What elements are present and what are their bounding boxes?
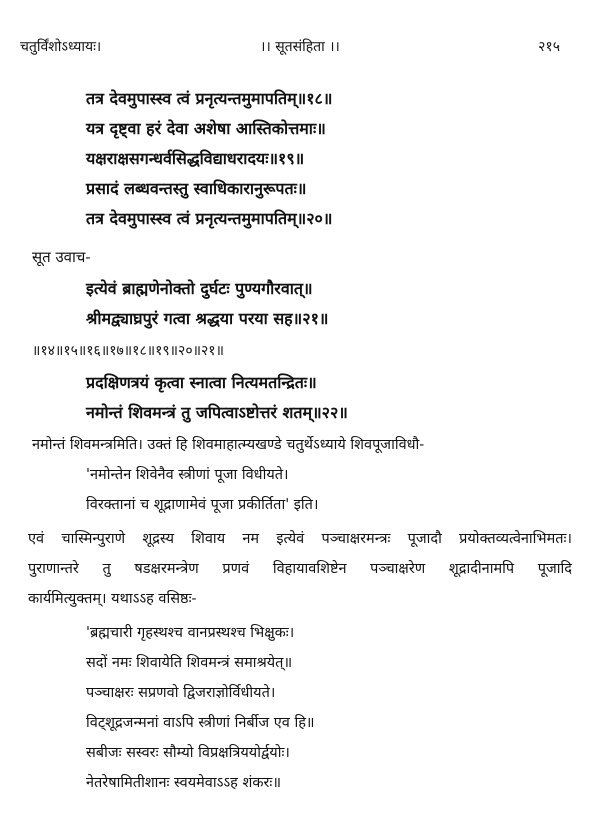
verse-line: नमोन्तं शिवमन्त्रं तु जपित्वाऽष्टोत्तरं शतम्॥२२॥	[86, 403, 348, 422]
verse-numbers: ॥१४॥१५॥१६॥१७॥१८॥१९॥२०॥२१॥	[32, 343, 224, 359]
verse-line: तत्र देवमुपास्स्व त्वं प्रनृत्यन्तमुमापतिम्॥२०॥	[86, 209, 333, 228]
commentary-paragraph: एवं चास्मिन्पुराणे शूद्रस्य शिवाय नम इत्येवं पञ्चाक्षरमन्त्रः पूजादौ प्रयोक्तव्यत्वेनाभिमतः।	[28, 531, 572, 547]
commentary-quote: विरक्तानां च शूद्राणामेवं पूजा प्रकीर्तिता' इति।	[86, 497, 319, 513]
commentary-lead: नमोन्तं शिवमन्त्रमिति। उक्तं हि शिवमाहात्म्यखण्डे चतुर्थेऽध्याये शिवपूजाविधौ-	[32, 437, 425, 453]
quoted-verse: 'ब्रह्मचारी गृहस्थश्च वानप्रस्थश्च भिक्षुकः।	[86, 625, 295, 641]
quoted-verse: विट्शूद्रजन्मनां वाऽपि स्त्रीणां निर्बीज एव हि॥	[86, 715, 315, 731]
running-header-chapter: चतुर्विंशोऽध्यायः।	[20, 39, 102, 55]
running-header-title: ।। सूतसंहिता ।।	[260, 39, 340, 55]
verse-line: इत्येवं ब्राह्मणेनोक्तो दुर्घटः पुण्यगौरवात्॥	[86, 279, 313, 298]
commentary-paragraph: पुराणान्तरे तु षडक्षरमन्त्रेण प्रणवं विहायावशिष्टेन पञ्चाक्षरेण शूद्रादीनामपि पूजादि	[28, 561, 572, 577]
quoted-verse: सबीजः सस्वरः सौम्यो विप्रक्षत्रिययोर्द्वयोः।	[86, 745, 290, 761]
quoted-verse: सदों नमः शिवायेति शिवमन्त्रं समाश्रयेत्॥	[86, 655, 293, 671]
verse-line: श्रीमद्व्याघ्रपुरं गत्वा श्रद्धया परया सह॥२१॥	[86, 309, 329, 328]
commentary-paragraph: कार्यमित्युक्तम्। यथाऽऽह वसिष्ठः-	[28, 591, 197, 607]
verse-line: यत्र दृष्ट्वा हरं देवा अशेषा आस्तिकोत्तमाः॥	[86, 119, 326, 138]
verse-line: तत्र देवमुपास्स्व त्वं प्रनृत्यन्तमुमापतिम्॥१८॥	[86, 89, 333, 108]
verse-line: यक्षराक्षसगन्धर्वसिद्धविद्याधरादयः॥१९॥	[86, 149, 305, 168]
commentary-quote: 'नमोन्तेन शिवेनैव स्त्रीणां पूजा विधीयते।	[86, 467, 289, 483]
quoted-verse: नेतरेषामितीशानः स्वयमेवाऽऽह शंकरः॥	[86, 775, 282, 791]
verse-line: प्रदक्षिणत्रयं कृत्वा स्नात्वा नित्यमतन्द्रितः॥	[86, 373, 317, 392]
page-number: २१५	[538, 39, 560, 55]
speaker-label: सूत उवाच-	[32, 248, 91, 266]
quoted-verse: पञ्चाक्षरः सप्रणवो द्विजराज्ञोर्विधीयते।	[86, 685, 276, 701]
verse-line: प्रसादं लब्धवन्तस्तु स्वाधिकारानुरूपतः॥	[86, 179, 307, 198]
